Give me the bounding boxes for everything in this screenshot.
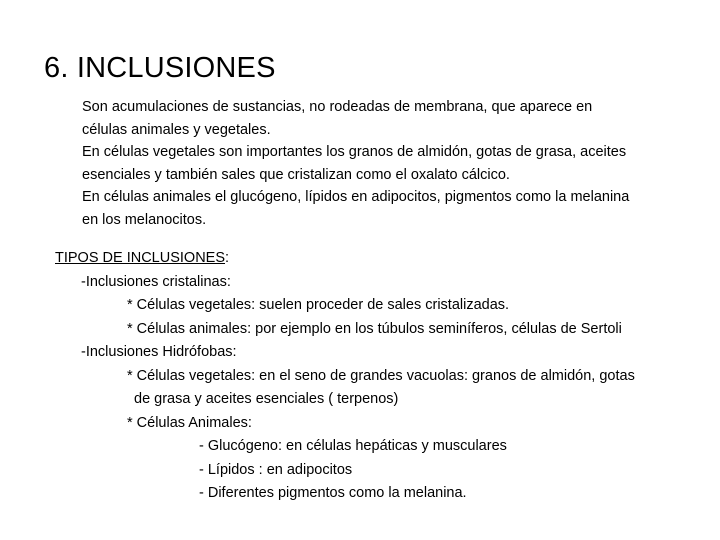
- intro-paragraph: [82, 96, 702, 231]
- intro-line: En células animales el glucógeno, lípidos en adipocitos, pigmentos como la melanina: [82, 189, 630, 205]
- crystalline-vegetal: * Células vegetales: suelen proceder de sales cristalizadas.: [127, 297, 510, 313]
- hydrophobic-animal: * Células Animales:: [127, 414, 252, 431]
- intro-line: Son acumulaciones de sustancias, no rodeadas de membrana, que aparece en: [82, 99, 593, 115]
- crystalline-animal: * Células animales: por ejemplo en los túbulos seminíferos, células de Sertoli: [127, 320, 622, 337]
- intro-line: esenciales y también sales que cristalizan como el oxalato cálcico.: [82, 166, 510, 183]
- hydrophobic-item: - Lípidos : en adipocitos: [199, 461, 353, 478]
- intro-line: células animales y vegetales.: [82, 121, 271, 138]
- slide-title: 6. INCLUSIONES: [44, 52, 276, 84]
- hydrophobic-label: -Inclusiones Hidrófobas:: [81, 344, 237, 360]
- types-heading: [55, 247, 705, 271]
- intro-line: en los melanocitos.: [82, 211, 207, 228]
- hydrophobic-item: - Diferentes pigmentos como la melanina.: [199, 485, 467, 501]
- types-heading-text: TIPOS DE INCLUSIONES: [55, 250, 226, 266]
- hydrophobic-vegetal-line1: * Células vegetales: en el seno de grandes vacuolas: granos de almidón, gotas: [127, 367, 635, 384]
- crystalline-label: -Inclusiones cristalinas:: [81, 273, 231, 290]
- hydrophobic-item: - Glucógeno: en células hepáticas y musculares: [199, 438, 507, 454]
- types-heading-colon: :: [225, 250, 230, 266]
- hydrophobic-vegetal-line2: de grasa y aceites esenciales ( terpenos): [134, 391, 399, 407]
- inclusion-types-section: [55, 247, 705, 506]
- intro-line: En células vegetales son importantes los granos de almidón, gotas de grasa, aceites: [82, 144, 627, 160]
